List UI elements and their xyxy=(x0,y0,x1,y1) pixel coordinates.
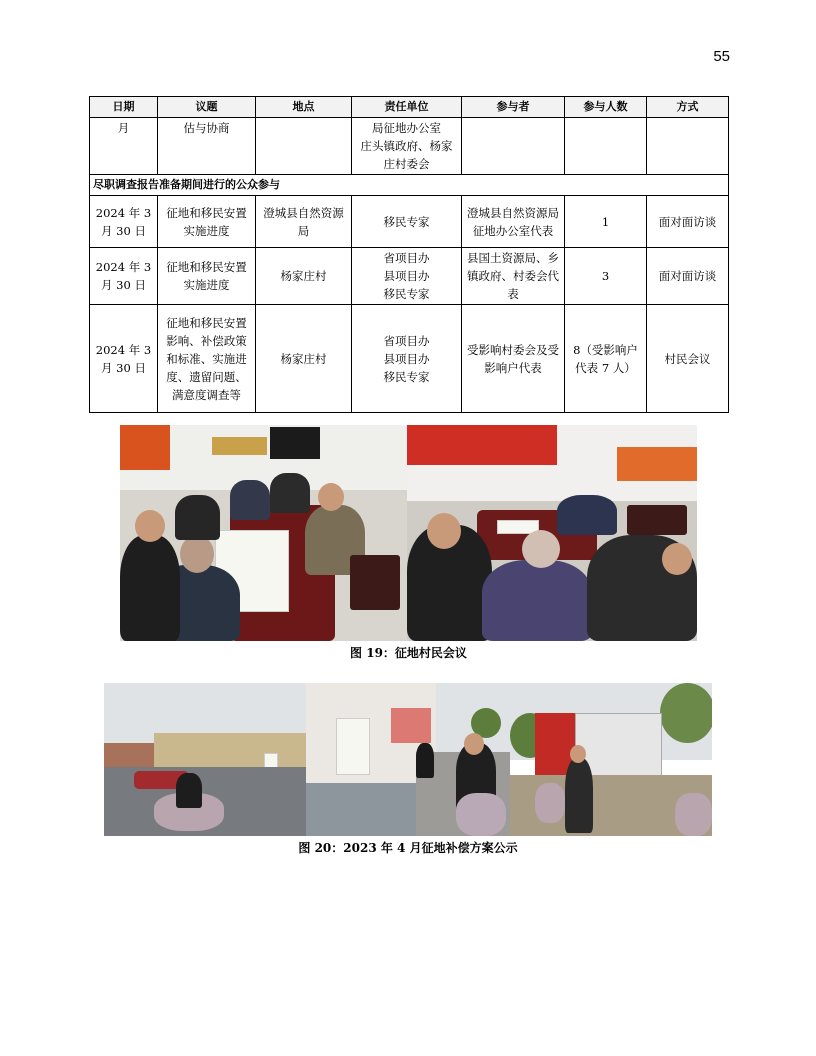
meeting-photo-right xyxy=(407,425,697,641)
figure-20-photos xyxy=(104,683,712,836)
cell: 2024 年 3 月 30 日 xyxy=(90,248,158,305)
cell: 澄城县自然资源局 xyxy=(256,196,352,248)
cell: 县国土资源局、乡镇政府、村委会代表 xyxy=(462,248,565,305)
cell: 面对面访谈 xyxy=(647,248,729,305)
cell xyxy=(462,118,565,175)
cell: 村民会议 xyxy=(647,305,729,413)
cell: 估与协商 xyxy=(158,118,256,175)
cell: 局征地办公室 庄头镇政府、杨家庄村委会 xyxy=(352,118,462,175)
cell: 8（受影响户代表 7 人） xyxy=(565,305,647,413)
table-row xyxy=(90,305,729,413)
table-header-row xyxy=(90,97,729,118)
notice-photo-1 xyxy=(104,683,306,836)
notice-photo-2 xyxy=(306,683,510,836)
cell xyxy=(647,118,729,175)
header-participants: 参与者 xyxy=(462,97,565,118)
cell: 省项目办 县项目办 移民专家 xyxy=(352,305,462,413)
public-participation-table xyxy=(89,96,729,413)
page-number: 55 xyxy=(713,48,730,65)
meeting-photo-left xyxy=(120,425,407,641)
table-row xyxy=(90,118,729,175)
cell: 月 xyxy=(90,118,158,175)
cell: 杨家庄村 xyxy=(256,248,352,305)
cell: 征地和移民安置实施进度 xyxy=(158,248,256,305)
section-row xyxy=(90,175,729,196)
figure-19-photos xyxy=(120,425,697,641)
cell: 2024 年 3 月 30 日 xyxy=(90,305,158,413)
notice-photo-3 xyxy=(510,683,712,836)
header-topic: 议题 xyxy=(158,97,256,118)
cell xyxy=(565,118,647,175)
header-method: 方式 xyxy=(647,97,729,118)
figure-19-caption: 图 19：征地村民会议 xyxy=(350,646,467,660)
table-row xyxy=(90,196,729,248)
header-participant-count: 参与人数 xyxy=(565,97,647,118)
cell xyxy=(256,118,352,175)
cell: 受影响村委会及受影响户代表 xyxy=(462,305,565,413)
section-title: 尽职调查报告准备期间进行的公众参与 xyxy=(90,175,729,196)
cell: 征地和移民安置影响、补偿政策和标准、实施进度、遗留问题、满意度调查等 xyxy=(158,305,256,413)
cell: 面对面访谈 xyxy=(647,196,729,248)
figure-20-caption: 图 20：2023 年 4 月征地补偿方案公示 xyxy=(298,841,518,855)
header-responsible-unit: 责任单位 xyxy=(352,97,462,118)
cell: 2024 年 3 月 30 日 xyxy=(90,196,158,248)
header-location: 地点 xyxy=(256,97,352,118)
header-date: 日期 xyxy=(90,97,158,118)
cell: 征地和移民安置实施进度 xyxy=(158,196,256,248)
cell: 1 xyxy=(565,196,647,248)
cell: 杨家庄村 xyxy=(256,305,352,413)
table-row xyxy=(90,248,729,305)
cell: 3 xyxy=(565,248,647,305)
cell: 澄城县自然资源局征地办公室代表 xyxy=(462,196,565,248)
cell: 移民专家 xyxy=(352,196,462,248)
cell: 省项目办 县项目办 移民专家 xyxy=(352,248,462,305)
